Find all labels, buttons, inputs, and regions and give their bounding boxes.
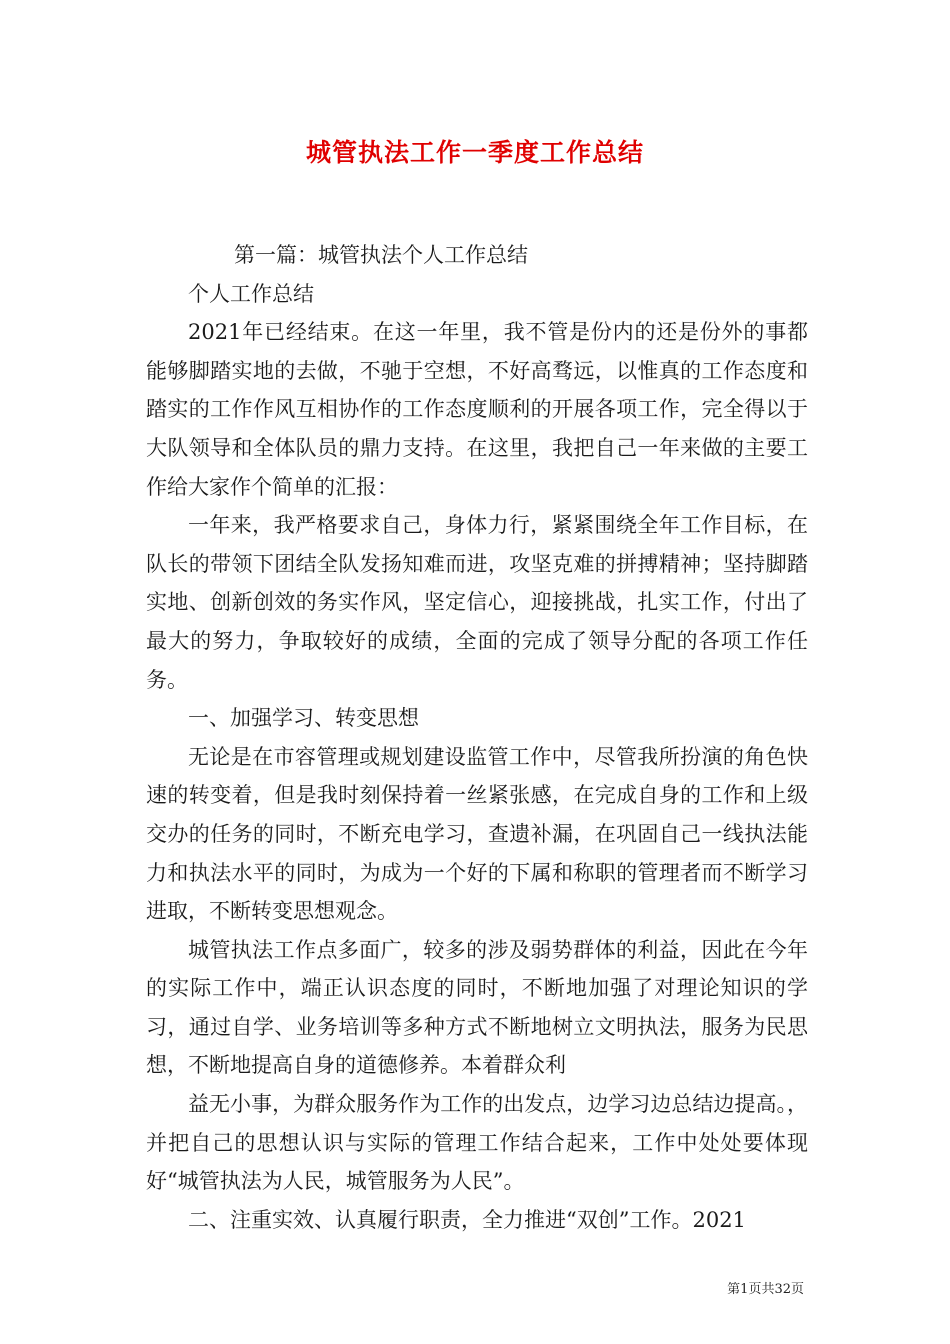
paragraph: 二、注重实效、认真履行职责，全力推进“双创”工作。2021	[188, 1207, 746, 1232]
section-heading: 第一篇：城管执法个人工作总结	[234, 243, 528, 267]
paragraph: 2021年已经结束。在这一年里，我不管是份内的还是份外的事都能够脚踏实地的去做，不驰于空想，不好高骛远，以惟真的工作态度和踏实的工作作风互相协作的工作态度顺利的开展各项工作，完全得以于大队领导和全体队员的鼎力支持。在这里，我把自己一年来做的主要工作给大家作个简单的汇报：	[146, 320, 808, 499]
document-title: 城管执法工作一季度工作总结	[305, 138, 644, 167]
document-body	[146, 236, 808, 1239]
paragraph: 益无小事，为群众服务作为工作的出发点，边学习边总结边提高。，并把自己的思想认识与实际的管理工作结合起来，工作中处处要体现好“城管执法为人民，城管服务为人民”。	[146, 1092, 808, 1194]
paragraph: 一年来，我严格要求自己，身体力行，紧紧围绕全年工作目标，在队长的带领下团结全队发扬知难而进，攻坚克难的拼搏精神；坚持脚踏实地、创新创效的务实作风，坚定信心，迎接挑战，扎实工作，付出了最大的努力，争取较好的成绩，全面的完成了领导分配的各项工作任务。	[146, 513, 808, 692]
page-number: 第1页共32页	[727, 1282, 804, 1297]
section-heading: 一、加强学习、转变思想	[188, 706, 419, 731]
subtitle: 个人工作总结	[188, 281, 314, 306]
paragraph: 无论是在市容管理或规划建设监管工作中，尽管我所扮演的角色快速的转变着，但是我时刻保持着一丝紧张感，在完成自身的工作和上级交办的任务的同时，不断充电学习，查遗补漏，在巩固自己一线执法能力和执法水平的同时，为成为一个好的下属和称职的管理者而不断学习进取，不断转变思想观念。	[146, 744, 808, 924]
paragraph: 城管执法工作点多面广，较多的涉及弱势群体的利益，因此在今年的实际工作中，端正认识态度的同时，不断地加强了对理论知识的学习，通过自学、业务培训等多种方式不断地树立文明执法，服务为民思想，不断地提高自身的道德修养。本着群众利	[146, 937, 808, 1078]
